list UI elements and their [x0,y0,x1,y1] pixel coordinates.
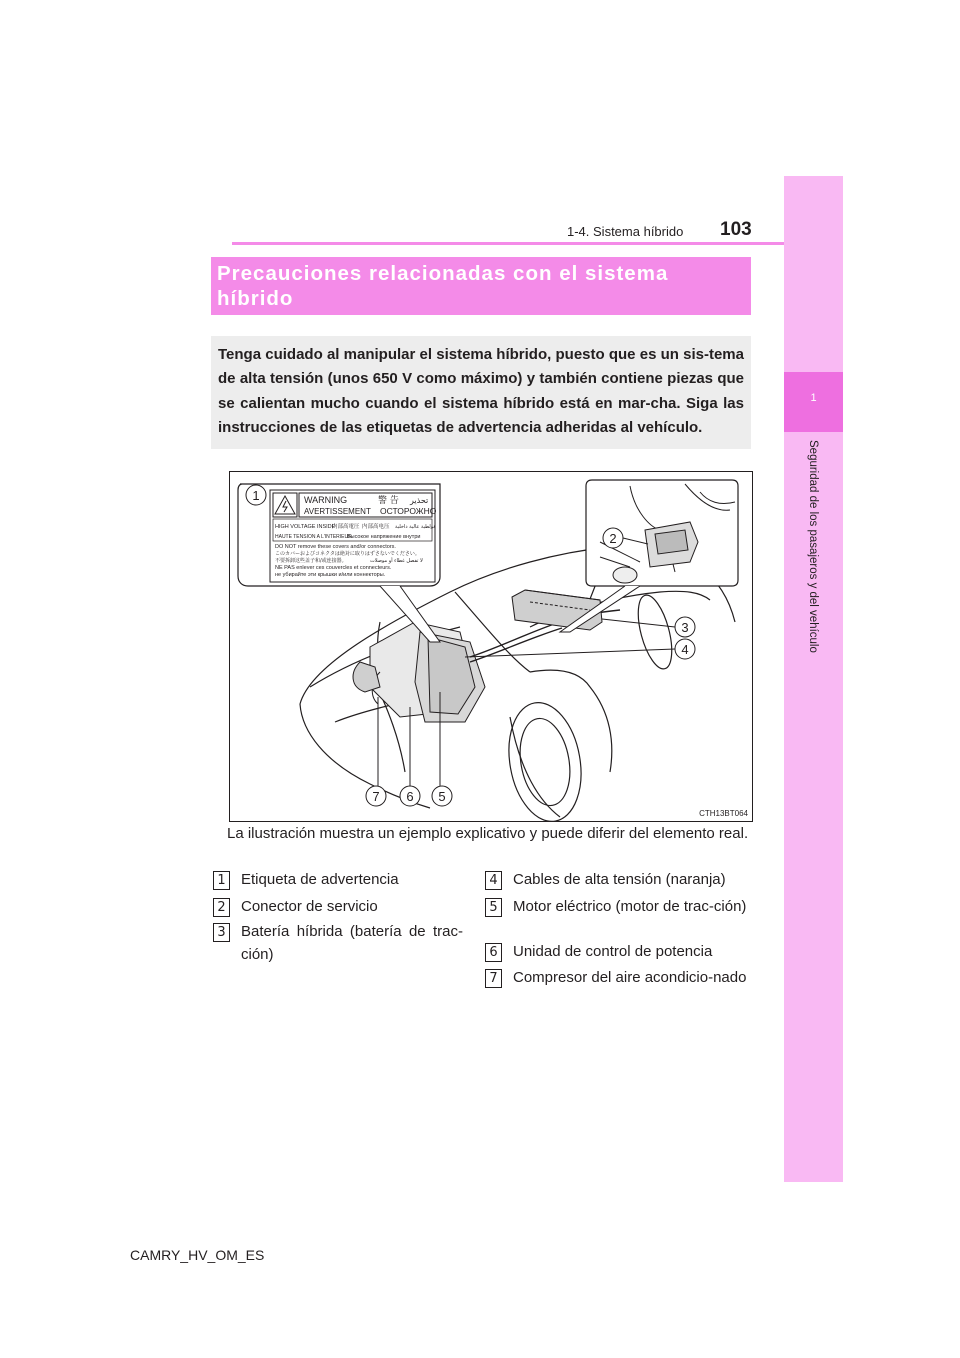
label-title-fr: AVERTISSEMENT [304,507,371,516]
label-line-ru: не убирайте эти крышки и/или коннекторы. [275,572,386,578]
svg-text:1: 1 [252,488,260,503]
legend-text: Motor eléctrico (motor de trac-ción) [513,898,747,915]
label-line-ar: لا تفصل غطاء أو موصلات [370,558,423,564]
engine-bay [353,622,485,722]
warning-label-callout [238,484,440,642]
document-code: CAMRY_HV_OM_ES [130,1247,265,1263]
label-title-ru: ОСТОРОЖНО [380,506,437,516]
legend-text: Etiqueta de advertencia [241,871,399,888]
figure-code: CTH13BT064 [699,809,748,818]
legend-text: Unidad de control de potencia [513,943,713,960]
svg-text:3: 3 [681,620,689,635]
legend-number: 6 [485,943,502,962]
legend-number: 2 [213,898,230,917]
header-rule [232,242,784,245]
legend-number: 3 [213,923,230,942]
legend-text: Cables de alta tensión (naranja) [513,871,726,888]
section-title-box [211,257,751,315]
label-line-fr: NE PAS enlever ces couvercles et connecteurs. [275,565,392,571]
legend-number: 4 [485,871,502,890]
legend-number: 5 [485,898,502,917]
legend-text: Batería híbrida (batería de trac-ción) [241,923,463,963]
label-title-jp: 警 告 [378,496,399,506]
illustration-svg [230,472,752,821]
section-title: Precauciones relacionadas con el sistema híbrido [217,262,669,310]
label-hv-jp: 内部高電圧 [332,524,360,530]
running-head: 1-4. Sistema híbrido [567,224,684,239]
label-hv-fr: HAUTE TENSION A L'INTERIEUR [275,534,352,540]
chapter-title: Seguridad de los pasajeros y del vehículo [807,440,819,653]
svg-text:6: 6 [406,789,414,804]
callout-7 [366,786,386,806]
label-hv-ar: فولطية عالية داخلية [395,524,436,530]
label-title-en: WARNING [304,495,348,505]
callout-1 [246,485,266,505]
label-title-ar: تحذير [410,496,429,505]
callout-5 [432,786,452,806]
svg-text:4: 4 [681,642,689,657]
hybrid-system-illustration [229,471,753,822]
svg-text:2: 2 [609,531,617,546]
svg-text:7: 7 [372,789,380,804]
label-line-en: DO NOT remove these covers and/or connectors. [275,544,396,550]
intro-box [211,336,751,449]
intro-text: Tenga cuidado al manipular el sistema híbrido, puesto que es un sis-tema de alta tensión (unos 650 V como máximo) y también contiene piezas que se calientan mucho cuando el sistema híbrido está en mar-cha. Siga las instrucciones de las etiquetas de advertencia adheridas al vehículo. [218,346,744,437]
svg-text:5: 5 [438,789,446,804]
callout-3 [675,617,695,637]
label-line-cn: 不要拆卸这些盖子和/或连接器。 [275,558,347,564]
callout-6 [400,786,420,806]
legend-number: 1 [213,871,230,890]
callout-2 [603,528,623,548]
page-number: 103 [720,219,752,240]
figure-caption: La ilustración muestra un ejemplo explicativo y puede diferir del elemento real. [227,825,749,842]
legend-text: Compresor del aire acondicio-nado [513,969,747,986]
callout-4 [675,639,695,659]
label-line-jp: このカバーおよびコネクタは絶対に取りはずさないでください。 [275,551,420,557]
label-hv-en: HIGH VOLTAGE INSIDE [275,524,336,530]
chapter-title-container [780,440,846,880]
label-hv-cn: 内部高电压 [362,524,390,530]
legend-text: Conector de servicio [241,898,378,915]
chapter-number: 1 [810,392,817,404]
legend-number: 7 [485,969,502,988]
label-hv-ru: Высокое напряжение внутри [347,534,421,540]
hybrid-battery [512,590,602,630]
chapter-number-tab [784,372,843,432]
